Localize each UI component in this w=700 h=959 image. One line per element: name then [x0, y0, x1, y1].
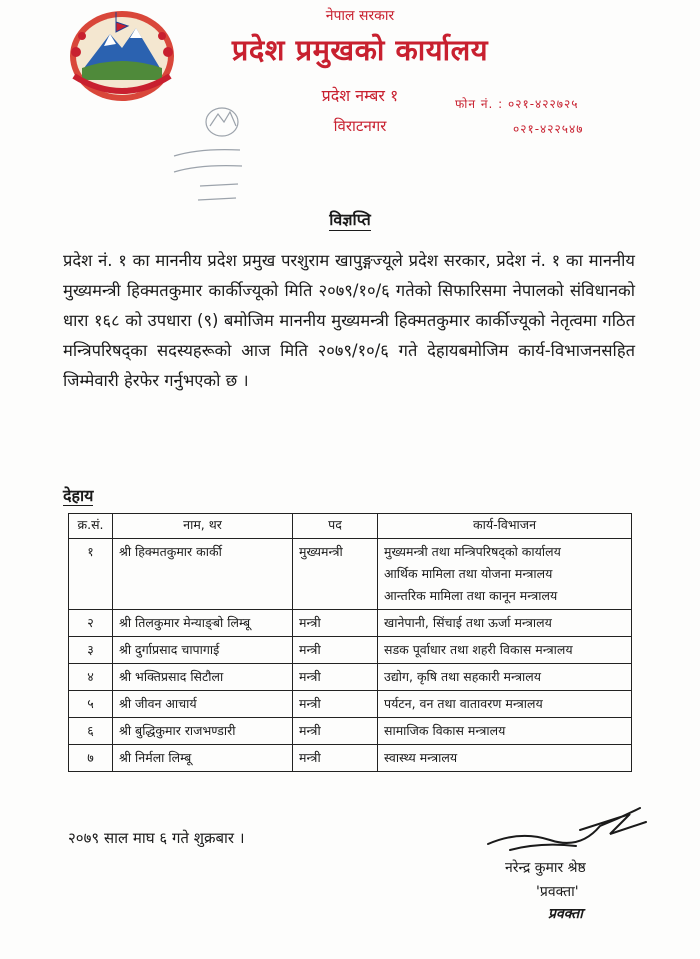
row-portfolio [378, 691, 632, 718]
portfolio-item: मुख्यमन्त्री तथा मन्त्रिपरिषद्को कार्यालय [384, 544, 561, 559]
row-post: मन्त्री [293, 745, 378, 772]
row-serial: ५ [69, 691, 113, 718]
signatory-role: 'प्रवक्ता' [536, 884, 579, 900]
notice-title [0, 208, 700, 230]
portfolio-item: स्वास्थ्य मन्त्रालय [384, 750, 458, 765]
row-portfolio [378, 539, 632, 610]
notice-body: प्रदेश नं. १ का माननीय प्रदेश प्रमुख परशुराम खापुङ्गज्यूले प्रदेश सरकार, प्रदेश नं. १ का माननीय मुख्यमन्त्री हिक्मतकुमार कार्कीज्यूको मिति २०७९/१०/६ गतेको सिफारिसमा नेपालको संविधानको धारा १६८ को उपधारा (९) बमोजिम माननीय मुख्यमन्त्री हिक्मतकुमार कार्कीज्यूको नेतृत्वमा गठित मन्त्रिपरिषद्का सदस्यहरूको आज मिति २०७९/१०/६ गते देहायबमोजिम कार्य-विभाजनसहित जिम्मेवारी हेरफेर गर्नुभएको छ । [63, 251, 635, 390]
portfolio-item: उद्योग, कृषि तथा सहकारी मन्त्रालय [384, 669, 541, 684]
row-serial: ४ [69, 664, 113, 691]
portfolio-item: सडक पूर्वाधार तथा शहरी विकास मन्त्रालय [384, 642, 573, 657]
row-portfolio [378, 745, 632, 772]
table-row [69, 691, 632, 718]
city-name: विराटनगर [333, 117, 387, 135]
row-portfolio [378, 610, 632, 637]
table-header-row [69, 514, 632, 539]
table-row [69, 718, 632, 745]
table-row [69, 539, 632, 610]
row-name: श्री तिलकुमार मेन्याङ्बो लिम्बू [113, 610, 293, 637]
row-post: मन्त्री [293, 691, 378, 718]
row-post: मुख्यमन्त्री [293, 539, 378, 610]
province-name: प्रदेश नम्बर १ [321, 86, 399, 105]
row-portfolio [378, 664, 632, 691]
table-row [69, 610, 632, 637]
table-row [69, 664, 632, 691]
signatory-role-handwritten: प्रवक्ता [548, 906, 583, 922]
portfolio-item: आन्तरिक मामिला तथा कानून मन्त्रालय [384, 588, 558, 603]
header-portfolio: कार्य-विभाजन [378, 514, 632, 539]
row-serial: ६ [69, 718, 113, 745]
issue-date: २०७९ साल माघ ६ गते शुक्रबार । [68, 829, 245, 847]
signatory-name: नरेन्द्र कुमार श्रेष्ठ [505, 860, 586, 876]
header-name: नाम, थर [113, 514, 293, 539]
table-row [69, 637, 632, 664]
row-name: श्री निर्मला लिम्बू [113, 745, 293, 772]
nepal-emblem-icon [62, 6, 182, 106]
phone-number: फोन नं. : ०२१-४२२७२५ [455, 97, 579, 111]
row-serial: १ [69, 539, 113, 610]
phone-number-alt: ०२१-४२२५४७ [513, 122, 584, 136]
office-name: प्रदेश प्रमुखको कार्यालय [231, 33, 489, 67]
list-heading-text: देहाय [63, 486, 94, 505]
row-serial: २ [69, 610, 113, 637]
row-portfolio [378, 718, 632, 745]
row-name: श्री हिक्मतकुमार कार्की [113, 539, 293, 610]
row-post: मन्त्री [293, 637, 378, 664]
notice-title-text: विज्ञप्ति [329, 210, 371, 229]
ministers-table [68, 513, 632, 772]
government-name: नेपाल सरकार [325, 8, 395, 24]
table-row [69, 745, 632, 772]
row-name: श्री जीवन आचार्य [113, 691, 293, 718]
row-name: श्री दुर्गाप्रसाद चापागाई [113, 637, 293, 664]
row-post: मन्त्री [293, 718, 378, 745]
row-name: श्री बुद्धिकुमार राजभण्डारी [113, 718, 293, 745]
header-post: पद [293, 514, 378, 539]
portfolio-item: सामाजिक विकास मन्त्रालय [384, 723, 506, 738]
row-name: श्री भक्तिप्रसाद सिटौला [113, 664, 293, 691]
office-seal-icon [160, 100, 270, 210]
portfolio-item: आर्थिक मामिला तथा योजना मन्त्रालय [384, 566, 553, 581]
signature-icon [480, 800, 650, 862]
header-serial: क्र.सं. [69, 514, 113, 539]
row-serial: ७ [69, 745, 113, 772]
row-post: मन्त्री [293, 664, 378, 691]
portfolio-item: पर्यटन, वन तथा वातावरण मन्त्रालय [384, 696, 543, 711]
portfolio-item: खानेपानी, सिंचाई तथा ऊर्जा मन्त्रालय [384, 615, 552, 630]
list-heading [63, 484, 93, 506]
row-portfolio [378, 637, 632, 664]
row-post: मन्त्री [293, 610, 378, 637]
row-serial: ३ [69, 637, 113, 664]
